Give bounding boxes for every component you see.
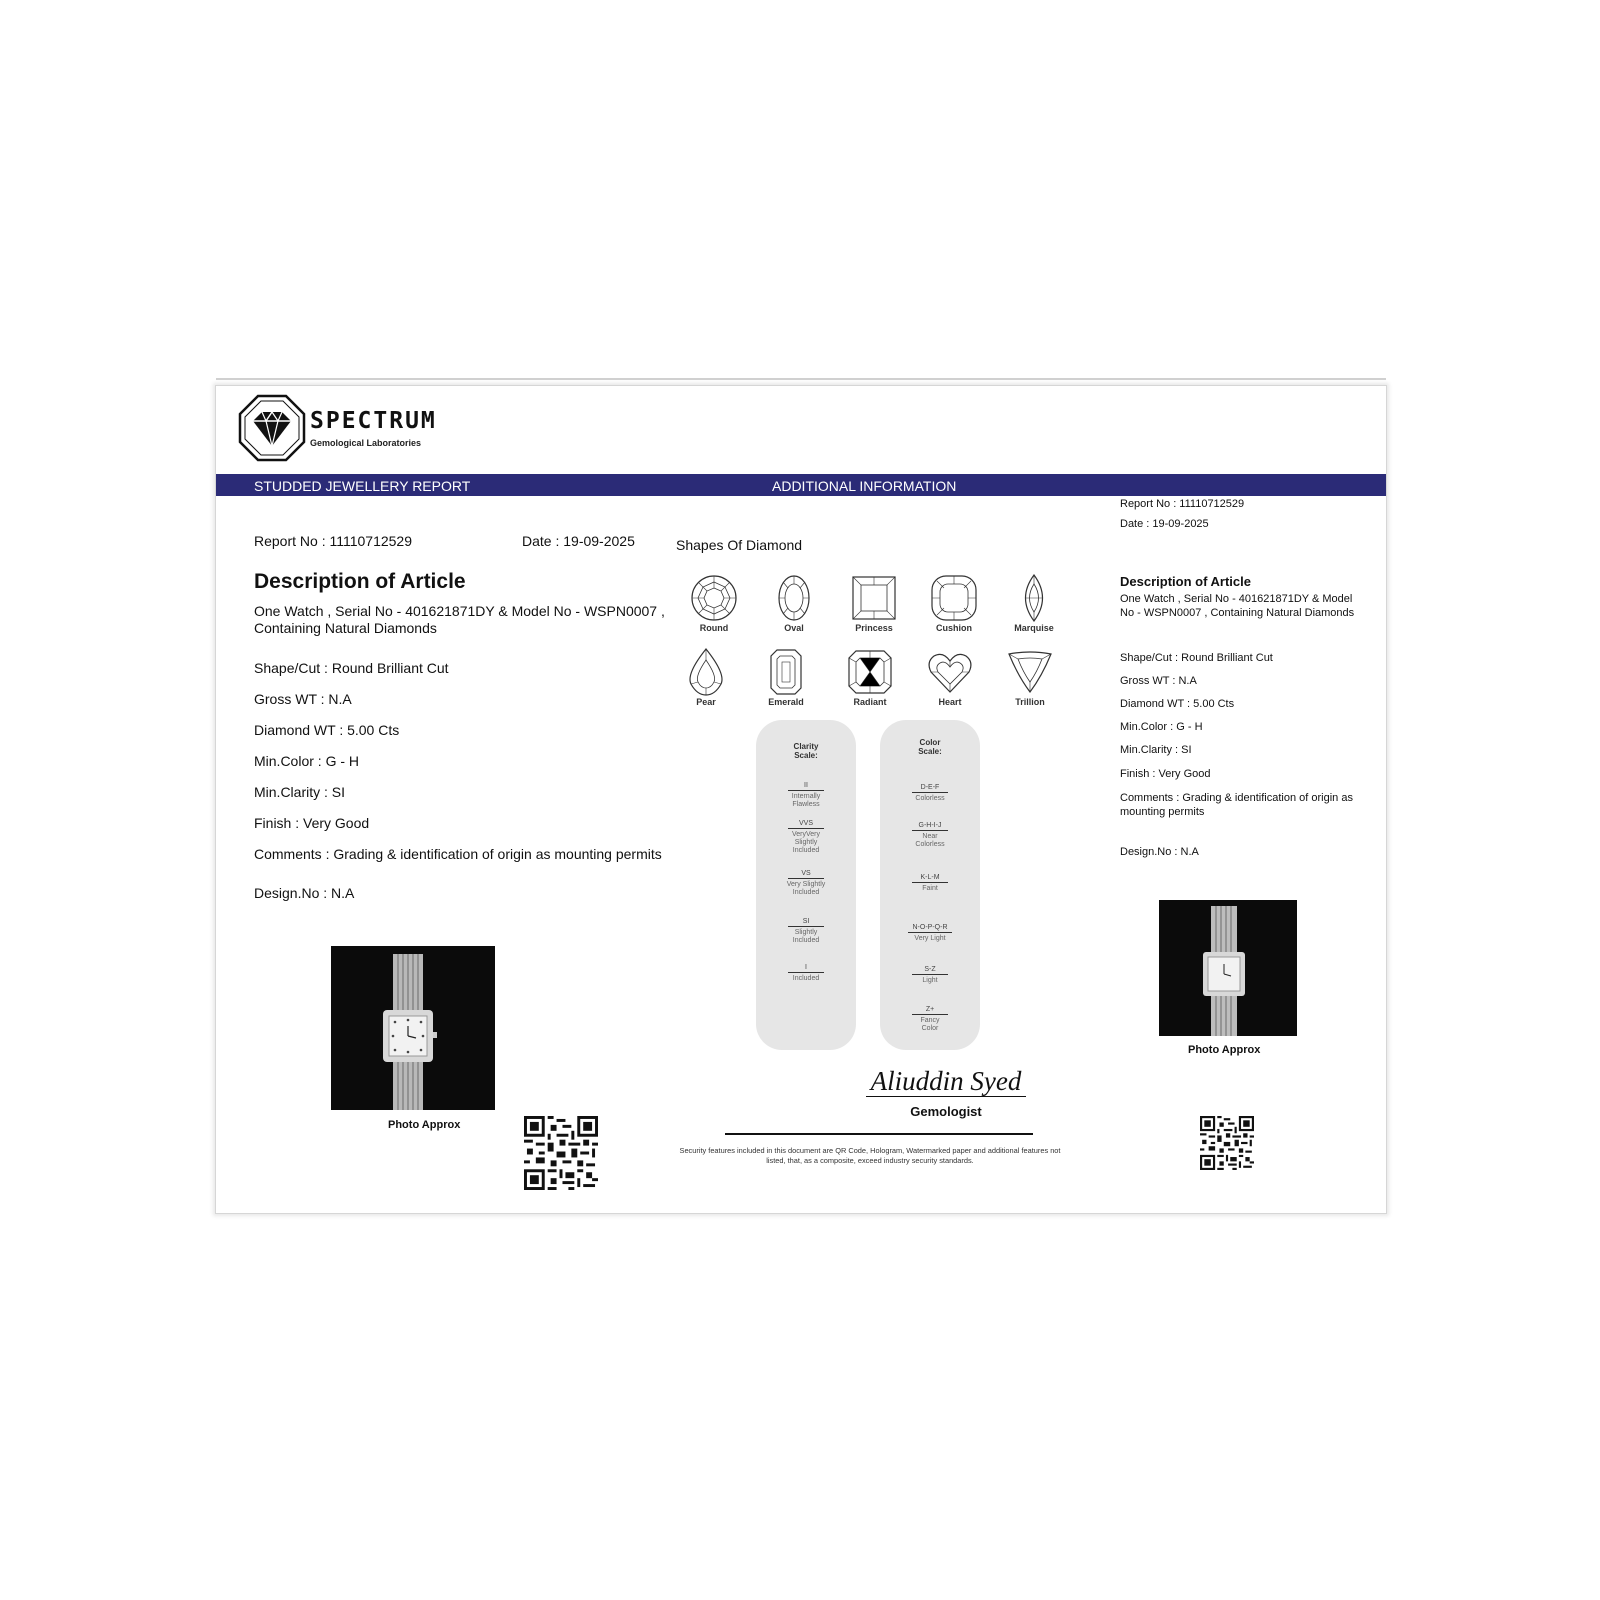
marquise-diamond-icon bbox=[1009, 574, 1059, 622]
right-field-min-color: Min.Color : G - H bbox=[1120, 721, 1203, 733]
signature: Aliuddin Syed bbox=[866, 1066, 1026, 1097]
field-design-no: Design.No : N.A bbox=[254, 885, 355, 901]
right-field-comments: Comments : Grading & identification of origin as mounting permits bbox=[1120, 792, 1353, 818]
band-left-title: STUDDED JEWELLERY REPORT bbox=[254, 478, 471, 494]
right-report-number: Report No : 11110712529 bbox=[1120, 498, 1245, 510]
right-field-finish: Finish : Very Good bbox=[1120, 768, 1211, 780]
pear-diamond-icon bbox=[681, 648, 731, 696]
right-field-gross-wt: Gross WT : N.A bbox=[1120, 675, 1197, 687]
grade-desc: Light bbox=[922, 977, 938, 984]
report-number: Report No : 11110712529 bbox=[254, 533, 413, 549]
shape-oval bbox=[762, 574, 826, 633]
field-shape-cut: Shape/Cut : Round Brilliant Cut bbox=[254, 660, 449, 676]
photo-caption: Photo Approx bbox=[388, 1119, 461, 1131]
grade-desc: Faint bbox=[922, 885, 938, 892]
field-finish: Finish : Very Good bbox=[254, 815, 370, 831]
right-field-min-clarity: Min.Clarity : SI bbox=[1120, 744, 1192, 756]
grade-code: N-O-P-Q-R bbox=[908, 924, 952, 933]
shape-label: Emerald bbox=[768, 697, 804, 707]
clarity-grade bbox=[756, 870, 856, 897]
diamond-logo-icon bbox=[238, 394, 306, 462]
shape-label: Pear bbox=[696, 697, 716, 707]
shape-round bbox=[682, 574, 746, 633]
field-min-clarity: Min.Clarity : SI bbox=[254, 784, 346, 800]
clarity-scale bbox=[756, 720, 856, 1050]
signature-divider bbox=[725, 1133, 1033, 1135]
right-field-diamond-wt: Diamond WT : 5.00 Cts bbox=[1120, 698, 1235, 710]
grade-code: SI bbox=[788, 918, 824, 927]
shape-trillion bbox=[998, 648, 1062, 707]
right-description-title: Description of Article bbox=[1120, 574, 1251, 589]
watch-image-icon bbox=[1159, 900, 1297, 1036]
grade-desc: Slightly Included bbox=[792, 929, 820, 944]
security-note-line-1: Security features included in this document are QR Code, Hologram, Watermarked paper and additional features not bbox=[679, 1146, 1061, 1155]
color-grade bbox=[880, 1006, 980, 1033]
watch-photo bbox=[331, 946, 495, 1110]
emerald-diamond-icon bbox=[761, 648, 811, 696]
report-card bbox=[216, 386, 1386, 1213]
shape-label: Marquise bbox=[1014, 623, 1054, 633]
grade-desc: Very Slightly Included bbox=[786, 881, 826, 896]
grade-code: G-H-I-J bbox=[912, 822, 948, 831]
grade-code: S-Z bbox=[912, 966, 948, 975]
right-photo-caption: Photo Approx bbox=[1188, 1044, 1261, 1056]
field-diamond-wt: Diamond WT : 5.00 Cts bbox=[254, 722, 400, 738]
description-line-1: One Watch , Serial No - 401621871DY & Model No - WSPN0007 , bbox=[254, 603, 665, 619]
watch-image-icon bbox=[331, 946, 495, 1110]
shape-label: Heart bbox=[938, 697, 962, 707]
top-border bbox=[216, 378, 1386, 380]
oval-diamond-icon bbox=[769, 574, 819, 622]
field-min-color: Min.Color : G - H bbox=[254, 753, 360, 769]
shape-label: Round bbox=[699, 623, 729, 633]
right-qr-code-icon bbox=[1200, 1116, 1254, 1170]
shape-emerald bbox=[754, 648, 818, 707]
brand-name: SPECTRUM bbox=[310, 408, 437, 434]
color-grade bbox=[880, 784, 980, 803]
heart-diamond-icon bbox=[925, 648, 975, 696]
shape-label: Cushion bbox=[936, 623, 972, 633]
shape-label: Trillion bbox=[1015, 697, 1045, 707]
signature-role: Gemologist bbox=[910, 1104, 982, 1119]
right-description: One Watch , Serial No - 401621871DY & Model No - WSPN0007 , Containing Natural Diamonds bbox=[1120, 593, 1355, 619]
report-date: Date : 19-09-2025 bbox=[522, 533, 635, 549]
grade-desc: Internally Flawless bbox=[791, 793, 821, 808]
grade-code: VVS bbox=[788, 820, 824, 829]
grade-desc: Near Colorless bbox=[915, 833, 945, 848]
section-band bbox=[216, 474, 1386, 496]
grade-desc: VeryVery Slightly Included bbox=[791, 831, 820, 854]
clarity-grade bbox=[756, 918, 856, 945]
grade-desc: Very Light bbox=[914, 935, 946, 942]
grade-desc: Included bbox=[792, 975, 820, 982]
cushion-diamond-icon bbox=[929, 574, 979, 622]
brand-logo bbox=[238, 394, 538, 460]
qr-code-icon bbox=[524, 1116, 598, 1190]
grade-code: Z+ bbox=[912, 1006, 948, 1015]
color-grade bbox=[880, 822, 980, 849]
color-scale-title: Color Scale: bbox=[918, 738, 942, 756]
band-center-title: ADDITIONAL INFORMATION bbox=[772, 478, 957, 494]
color-grade bbox=[880, 924, 980, 943]
description-line-2: Containing Natural Diamonds bbox=[254, 620, 437, 636]
brand-subtitle: Gemological Laboratories bbox=[310, 438, 422, 448]
shape-heart bbox=[918, 648, 982, 707]
shape-label: Princess bbox=[855, 623, 893, 633]
grade-code: D-E-F bbox=[912, 784, 948, 793]
shape-label: Radiant bbox=[853, 697, 887, 707]
description-title: Description of Article bbox=[254, 570, 466, 593]
shape-marquise bbox=[1002, 574, 1066, 633]
shape-princess bbox=[842, 574, 906, 633]
field-comments: Comments : Grading & identification of origin as mounting permits bbox=[254, 846, 662, 862]
shapes-title: Shapes Of Diamond bbox=[676, 537, 803, 553]
grade-code: II bbox=[788, 782, 824, 791]
trillion-diamond-icon bbox=[1005, 648, 1055, 696]
grade-desc: Colorless bbox=[915, 795, 945, 802]
shape-label: Oval bbox=[784, 623, 804, 633]
security-note-line-2: listed, that, as a composite, exceed industry security standards. bbox=[766, 1156, 974, 1165]
clarity-scale-title: Clarity Scale: bbox=[793, 742, 819, 760]
princess-diamond-icon bbox=[849, 574, 899, 622]
right-report-date: Date : 19-09-2025 bbox=[1120, 518, 1209, 530]
grade-code: K-L-M bbox=[912, 874, 948, 883]
clarity-grade bbox=[756, 964, 856, 983]
grade-desc: Fancy Color bbox=[920, 1017, 940, 1032]
color-grade bbox=[880, 966, 980, 985]
right-watch-photo bbox=[1159, 900, 1297, 1036]
grade-code: VS bbox=[788, 870, 824, 879]
color-grade bbox=[880, 874, 980, 893]
color-scale bbox=[880, 720, 980, 1050]
clarity-grade bbox=[756, 782, 856, 809]
clarity-grade bbox=[756, 820, 856, 855]
grade-code: I bbox=[788, 964, 824, 973]
shape-pear bbox=[674, 648, 738, 707]
right-field-shape-cut: Shape/Cut : Round Brilliant Cut bbox=[1120, 652, 1273, 664]
shape-cushion bbox=[922, 574, 986, 633]
round-diamond-icon bbox=[689, 574, 739, 622]
right-field-design-no: Design.No : N.A bbox=[1120, 846, 1199, 858]
shape-radiant bbox=[838, 648, 902, 707]
field-gross-wt: Gross WT : N.A bbox=[254, 691, 352, 707]
radiant-diamond-icon bbox=[845, 648, 895, 696]
